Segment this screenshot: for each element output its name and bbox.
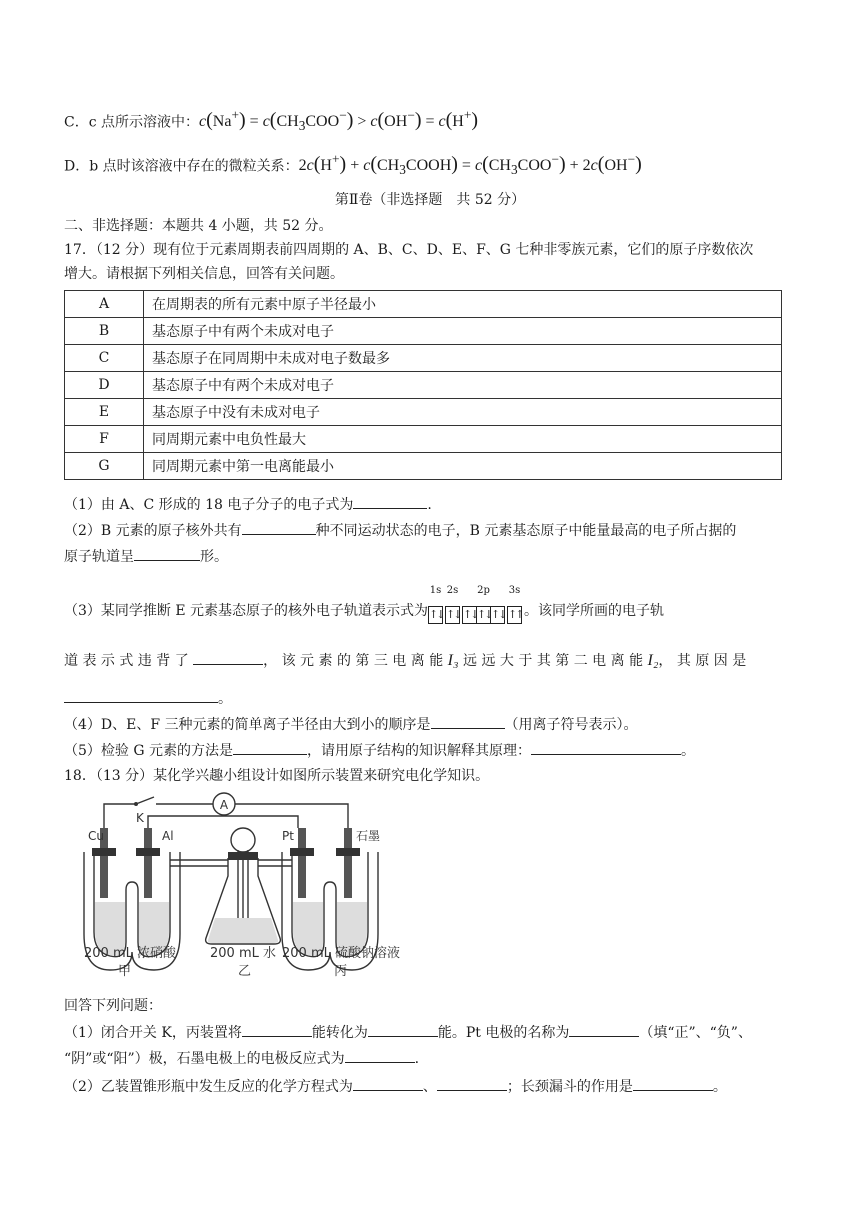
- q18-part2-text2: ；长颈漏斗的作用是: [506, 1079, 633, 1095]
- table-row: [65, 345, 782, 372]
- q17-part3-text4: ， 该 元 素 的 第 三 电 离 能: [263, 653, 444, 669]
- section-title: 第Ⅱ卷（非选择题 共 52 分）: [334, 192, 526, 208]
- yi-label: 乙: [238, 964, 252, 979]
- element-symbol: E: [65, 399, 144, 426]
- q18-part2-sep: 、: [422, 1079, 437, 1095]
- yi-solution: 200 mL 水: [210, 946, 276, 961]
- q17-part5-text2: ，请用原子结构的知识解释其原理：: [307, 743, 531, 759]
- orbital-box: ↑↓: [491, 608, 506, 621]
- q17-part2-line2: [64, 546, 228, 567]
- answer-blank[interactable]: [242, 520, 316, 535]
- al-label: Al: [162, 829, 174, 843]
- q18-part2: [64, 1076, 727, 1097]
- table-row: [65, 291, 782, 318]
- q18-part1-end: .: [414, 1051, 420, 1067]
- ionization-i2: I₂: [647, 652, 659, 669]
- q18-part2-text: （2）乙装置锥形瓶中发生反应的化学方程式为: [64, 1079, 353, 1095]
- q18-part1-line1: [64, 1022, 752, 1043]
- table-row: [65, 453, 782, 480]
- orbital-label: 2p: [477, 585, 490, 596]
- answer-blank[interactable]: [437, 1076, 507, 1091]
- pt-electrode: [298, 828, 306, 898]
- orbital-box: ↑↓: [463, 608, 478, 621]
- answer-blank[interactable]: [193, 650, 263, 665]
- q17-part3-end: 。: [218, 691, 232, 707]
- pt-label: Pt: [282, 829, 294, 843]
- q18-part1-text2: 能转化为: [311, 1025, 368, 1041]
- orbital-group: [507, 586, 522, 636]
- q18-part1-text3: 能。Pt 电极的名称为: [437, 1025, 570, 1041]
- answer-blank[interactable]: [233, 740, 307, 755]
- q17-part3-line2: [64, 650, 746, 671]
- element-description: 基态原子在同周期中未成对电子数最多: [144, 345, 782, 372]
- q17-intro-line1: 17．（12 分）现有位于元素周期表前四周期的 A、B、C、D、E、F、G 七种非零族元素，它们的原子序数依次: [64, 242, 754, 258]
- answer-blank[interactable]: [134, 546, 200, 561]
- ammeter-label: A: [219, 798, 229, 812]
- q17-part4-end: （用离子符号表示）。: [504, 717, 638, 733]
- answer-blank[interactable]: [353, 494, 427, 509]
- q17-part4-text: （4）D、E、F 三种元素的简单离子半径由大到小的顺序是: [64, 717, 431, 733]
- answer-blank[interactable]: [64, 688, 218, 703]
- answer-blank[interactable]: [368, 1022, 438, 1037]
- option-c: [64, 106, 478, 137]
- q17-part3-text: （3）某同学推断 E 元素基态原子的核外电子轨道表示式为: [64, 603, 429, 619]
- option-c-label: C．c 点所示溶液中：: [64, 114, 200, 131]
- q18-part1-line2: [64, 1048, 419, 1069]
- element-symbol: F: [65, 426, 144, 453]
- orbital-group: [445, 586, 460, 636]
- table-row: [65, 426, 782, 453]
- graphite-label: 石墨: [356, 829, 381, 843]
- element-description: 基态原子中有两个未成对电子: [144, 372, 782, 399]
- table-row: [65, 318, 782, 345]
- table-row: [65, 372, 782, 399]
- element-symbol: C: [65, 345, 144, 372]
- q17-intro-line2: 增大。请根据下列相关信息，回答有关问题。: [64, 266, 344, 282]
- answer-blank[interactable]: [531, 740, 681, 755]
- switch-label: K: [136, 811, 144, 825]
- switch-icon: [134, 802, 138, 806]
- element-description: 基态原子中没有未成对电子: [144, 399, 782, 426]
- answer-blank[interactable]: [345, 1048, 415, 1063]
- q17-part1: [64, 494, 432, 515]
- q18-answer-header: 回答下列问题：: [64, 998, 162, 1014]
- q17-part2-line1: [64, 520, 736, 541]
- answer-blank[interactable]: [633, 1076, 713, 1091]
- bing-solution: 200 mL 硫酸钠溶液: [282, 946, 400, 961]
- option-c-formula: $c(Na^+) = c(CH_3COO^-) > c(OH^-) = c(H^+)$: [199, 108, 479, 134]
- element-symbol: D: [65, 372, 144, 399]
- table-row: [65, 399, 782, 426]
- orbital-diagram: [428, 585, 524, 621]
- al-electrode: [144, 828, 152, 898]
- orbital-group: [462, 586, 505, 636]
- option-d-label: D．b 点时该溶液中存在的微粒关系：: [64, 158, 299, 175]
- q17-part5-text: （5）检验 G 元素的方法是: [64, 743, 233, 759]
- q17-part2-text3: 原子轨道呈: [64, 549, 134, 565]
- q17-part3-text5: 远 远 大 于 其 第 二 电 离 能: [463, 653, 644, 669]
- orbital-label: 2s: [446, 585, 459, 596]
- q17-part2-text: （2）B 元素的原子核外共有: [64, 523, 242, 539]
- graphite-electrode: [344, 828, 352, 898]
- q17-part3-line1: [64, 586, 664, 636]
- orbital-label: 3s: [508, 585, 521, 596]
- element-description: 基态原子中有两个未成对电子: [144, 318, 782, 345]
- q17-part1-text: （1）由 A、C 形成的 18 电子分子的电子式为: [64, 497, 354, 513]
- part2-header: 二、非选择题：本题共 4 小题，共 52 分。: [64, 218, 333, 234]
- jia-solution: 200 mL 浓硝酸: [84, 946, 176, 961]
- q17-part5: [64, 740, 695, 761]
- orbital-label: 1s: [429, 585, 442, 596]
- element-description: 同周期元素中电负性最大: [144, 426, 782, 453]
- orbital-group: [428, 586, 443, 636]
- element-description: 在周期表的所有元素中原子半径最小: [144, 291, 782, 318]
- cu-label: Cu: [88, 829, 104, 843]
- q18-part2-end: 。: [712, 1079, 727, 1095]
- jia-label: 甲: [118, 964, 132, 979]
- answer-blank[interactable]: [242, 1022, 312, 1037]
- orbital-box: ↑↓: [446, 608, 461, 621]
- q17-part3-text2: 。该同学所画的电子轨: [524, 603, 665, 619]
- answer-blank[interactable]: [431, 714, 505, 729]
- element-symbol: G: [65, 453, 144, 480]
- q18-part1-text: （1）闭合开关 K，丙装置将: [64, 1025, 242, 1041]
- orbital-box: ↑↓: [477, 608, 492, 621]
- element-info-table: [64, 290, 782, 480]
- q17-part3-text6: ， 其 原 因 是: [658, 653, 747, 669]
- q17-part1-end: .: [427, 497, 432, 513]
- q17-part5-end: 。: [681, 743, 695, 759]
- orbital-box: ↑↓: [429, 608, 444, 621]
- option-d-formula: $2c(H^+) + c(CH_3COOH) = c(CH_3COO^-) + 2c(OH^-)$: [298, 152, 642, 178]
- q17-part2-text2: 种不同运动状态的电子，B 元素基态原子中能量最高的电子所占据的: [315, 523, 737, 539]
- q17-part2-end: 形。: [200, 549, 228, 565]
- element-description: 同周期元素中第一电离能最小: [144, 453, 782, 480]
- q17-part3-text3: 道 表 示 式 违 背 了: [64, 653, 189, 669]
- q18-part1-text4: （填“正”、“负”、: [639, 1025, 752, 1041]
- bing-label: 丙: [334, 964, 348, 979]
- q17-part3-line3: [64, 688, 232, 709]
- element-symbol: A: [65, 291, 144, 318]
- ionization-i3: I₃: [447, 652, 459, 669]
- orbital-box: ↑↑: [508, 608, 523, 621]
- element-symbol: B: [65, 318, 144, 345]
- q18-part1-text5: “阴”或“阳”）极，石墨电极上的电极反应式为: [64, 1051, 345, 1067]
- q18-intro: 18．（13 分）某化学兴趣小组设计如图所示装置来研究电化学知识。: [64, 768, 490, 784]
- q17-part4: [64, 714, 638, 735]
- answer-blank[interactable]: [569, 1022, 639, 1037]
- answer-blank[interactable]: [353, 1076, 423, 1091]
- option-d: [64, 150, 642, 181]
